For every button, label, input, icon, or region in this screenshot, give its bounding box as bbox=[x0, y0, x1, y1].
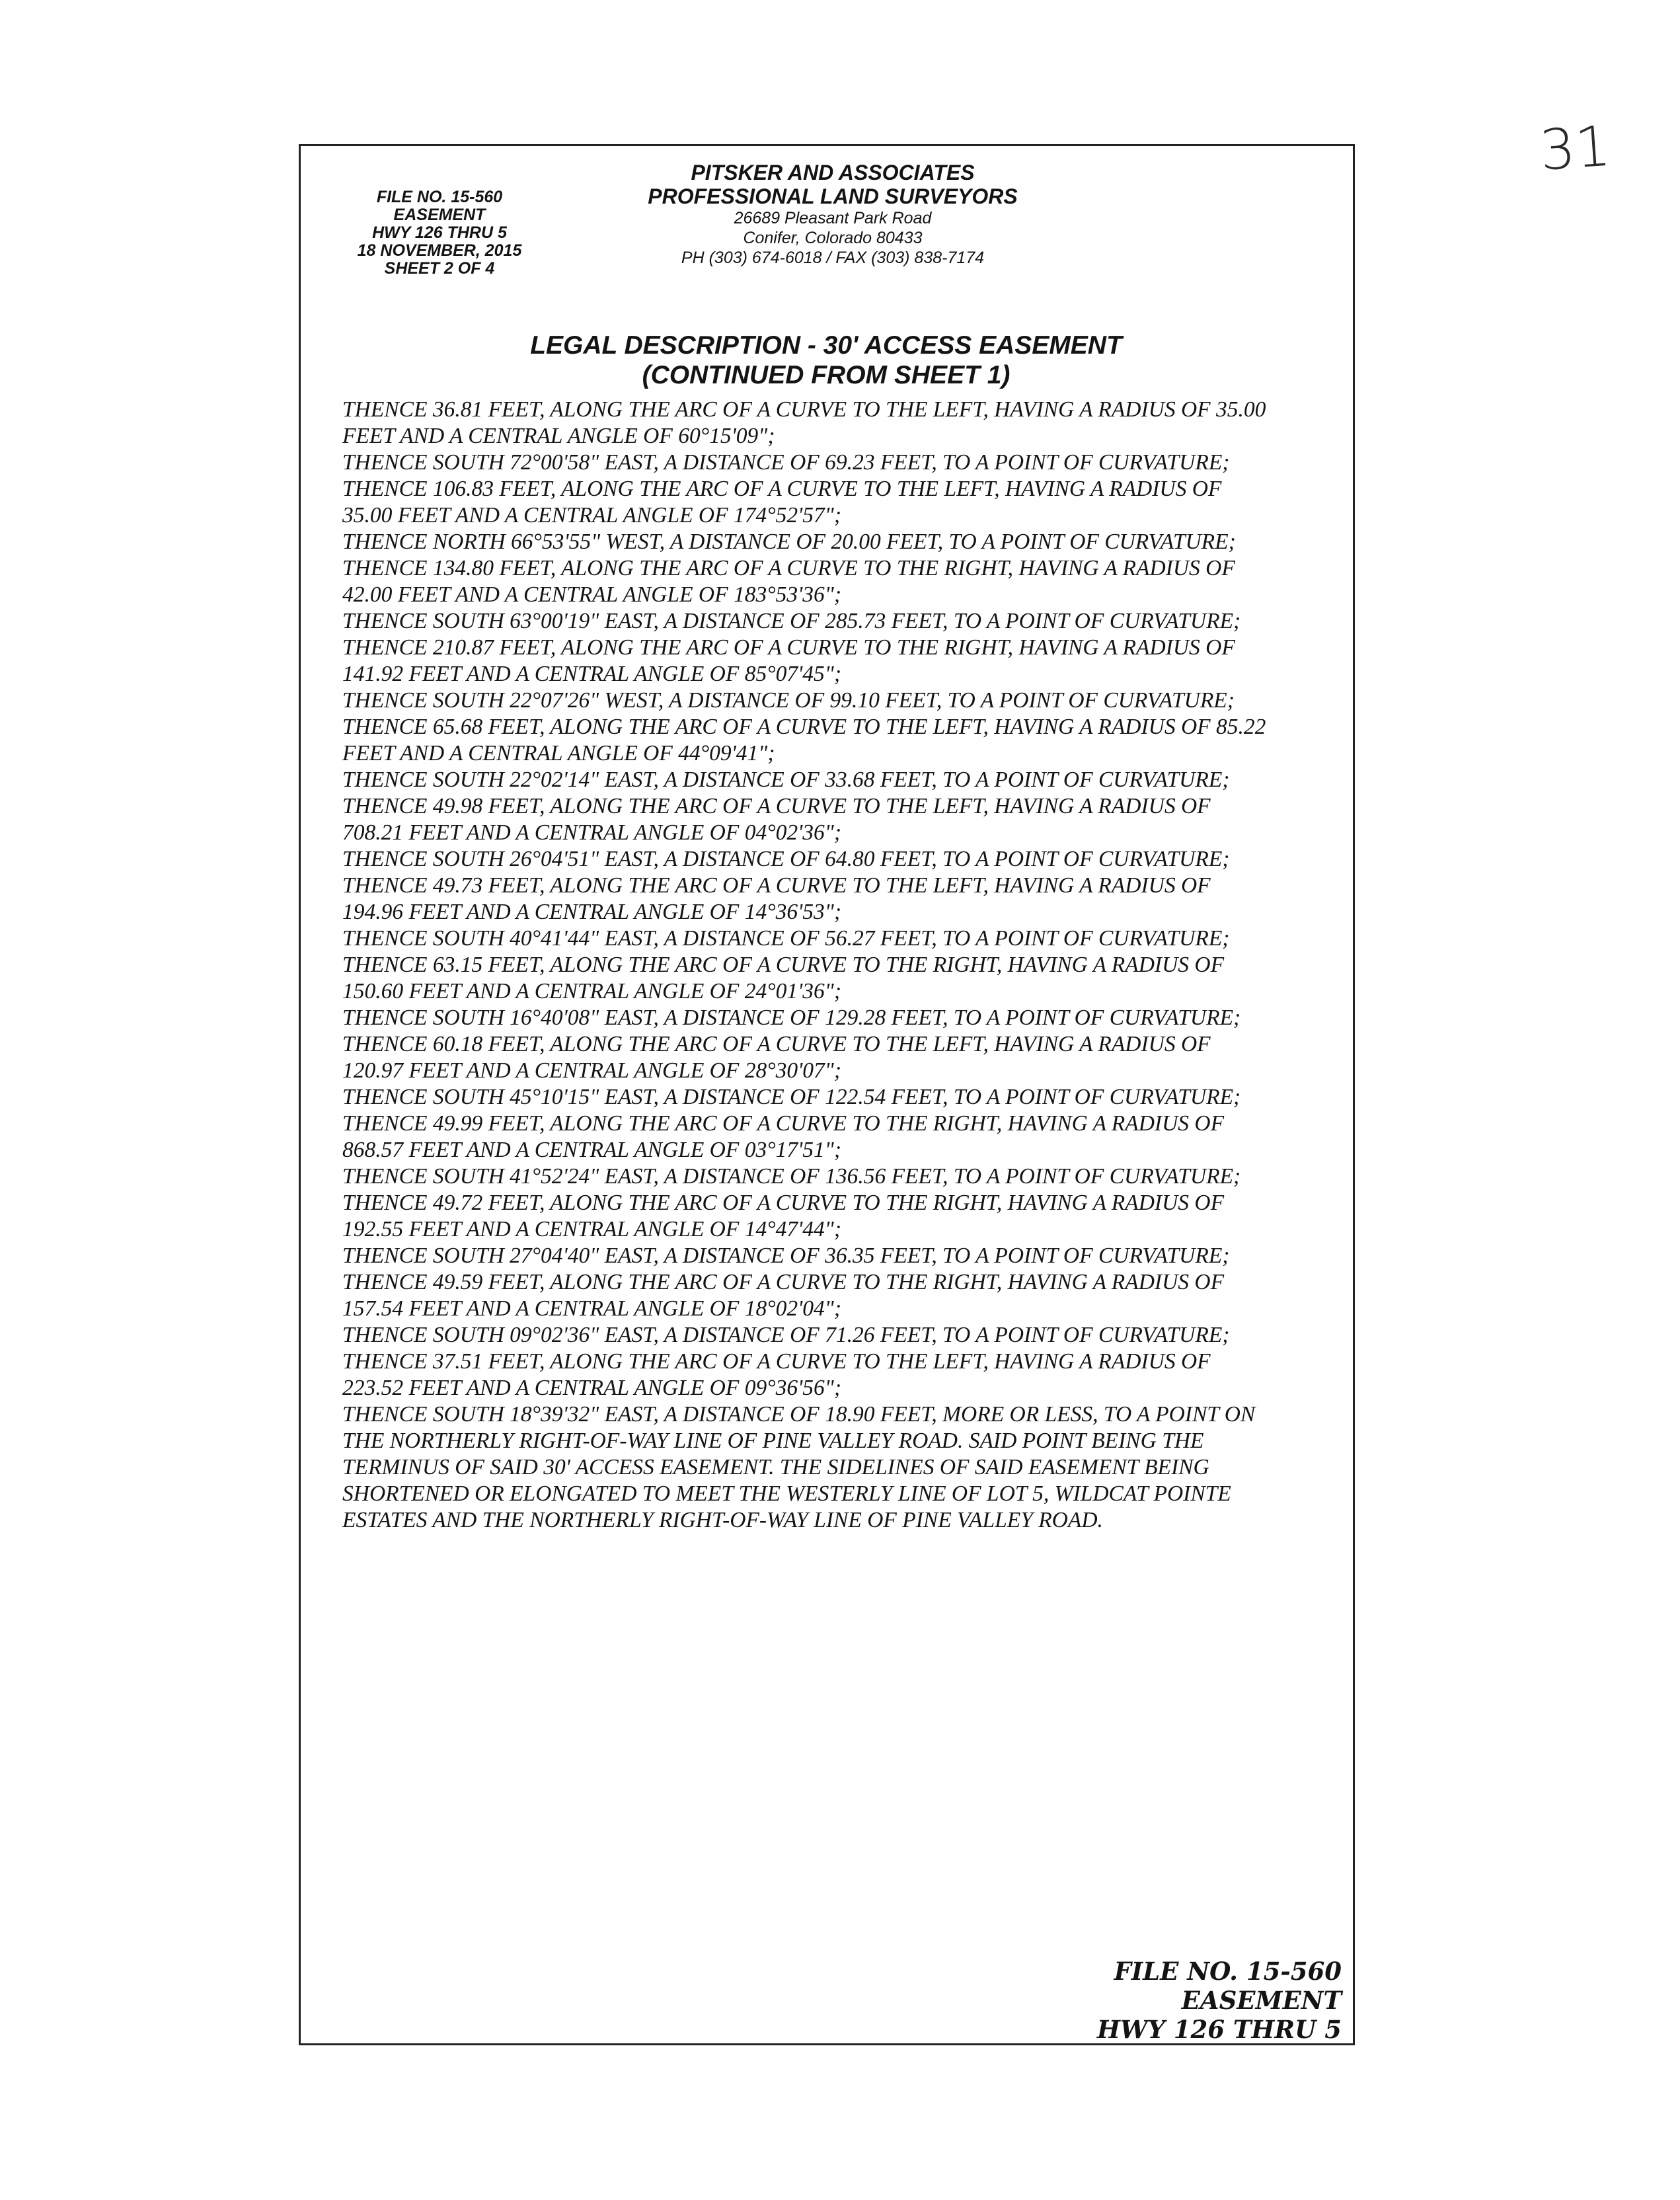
document-title bbox=[330, 331, 1322, 390]
description-line: TERMINUS OF SAID 30' ACCESS EASEMENT. THE SIDELINES OF SAID EASEMENT BEING bbox=[342, 1455, 1209, 1479]
file-info-block bbox=[330, 188, 549, 278]
company-name: PITSKER AND ASSOCIATES bbox=[691, 161, 975, 184]
description-line: THENCE SOUTH 45°10'15" EAST, A DISTANCE OF 122.54 FEET, TO A POINT OF CURVATURE; bbox=[342, 1085, 1241, 1109]
description-line: THENCE SOUTH 18°39'32" EAST, A DISTANCE OF 18.90 FEET, MORE OR LESS, TO A POINT ON bbox=[342, 1402, 1256, 1427]
file-number: FILE NO. 15-560 bbox=[376, 188, 503, 206]
description-line: 42.00 FEET AND A CENTRAL ANGLE OF 183°53'36"; bbox=[342, 582, 841, 607]
description-line: THENCE 60.18 FEET, ALONG THE ARC OF A CURVE TO THE LEFT, HAVING A RADIUS OF bbox=[342, 1032, 1211, 1056]
description-line: THENCE SOUTH 22°02'14" EAST, A DISTANCE OF 33.68 FEET, TO A POINT OF CURVATURE; bbox=[342, 767, 1230, 792]
description-line: THENCE SOUTH 26°04'51" EAST, A DISTANCE OF 64.80 FEET, TO A POINT OF CURVATURE; bbox=[342, 847, 1230, 871]
description-line: ESTATES AND THE NORTHERLY RIGHT-OF-WAY LINE OF PINE VALLEY ROAD. bbox=[342, 1508, 1103, 1532]
description-line: THENCE 49.72 FEET, ALONG THE ARC OF A CURVE TO THE RIGHT, HAVING A RADIUS OF bbox=[342, 1191, 1225, 1215]
description-line: 868.57 FEET AND A CENTRAL ANGLE OF 03°17'51"; bbox=[342, 1138, 841, 1162]
description-line: THENCE SOUTH 40°41'44" EAST, A DISTANCE OF 56.27 FEET, TO A POINT OF CURVATURE; bbox=[342, 926, 1230, 951]
description-line: FEET AND A CENTRAL ANGLE OF 44°09'41"; bbox=[342, 741, 775, 766]
description-line: 194.96 FEET AND A CENTRAL ANGLE OF 14°36'53"; bbox=[342, 900, 841, 924]
description-line: THENCE 63.15 FEET, ALONG THE ARC OF A CURVE TO THE RIGHT, HAVING A RADIUS OF bbox=[342, 953, 1225, 977]
description-line: THENCE 65.68 FEET, ALONG THE ARC OF A CURVE TO THE LEFT, HAVING A RADIUS OF 85.22 bbox=[342, 715, 1266, 739]
description-line: THENCE SOUTH 41°52'24" EAST, A DISTANCE OF 136.56 FEET, TO A POINT OF CURVATURE; bbox=[342, 1164, 1241, 1189]
description-line: THENCE 210.87 FEET, ALONG THE ARC OF A CURVE TO THE RIGHT, HAVING A RADIUS OF bbox=[342, 635, 1235, 660]
description-line: THENCE 134.80 FEET, ALONG THE ARC OF A CURVE TO THE RIGHT, HAVING A RADIUS OF bbox=[342, 556, 1235, 580]
title-line-1: LEGAL DESCRIPTION - 30' ACCESS EASEMENT bbox=[530, 331, 1122, 360]
description-line: THENCE 36.81 FEET, ALONG THE ARC OF A CURVE TO THE LEFT, HAVING A RADIUS OF 35.00 bbox=[342, 397, 1266, 422]
description-line: THENCE 106.83 FEET, ALONG THE ARC OF A CURVE TO THE LEFT, HAVING A RADIUS OF bbox=[342, 477, 1222, 501]
description-line: 150.60 FEET AND A CENTRAL ANGLE OF 24°01'36"; bbox=[342, 979, 841, 1003]
company-subtitle: PROFESSIONAL LAND SURVEYORS bbox=[648, 184, 1018, 208]
sheet-number: SHEET 2 OF 4 bbox=[384, 259, 495, 278]
title-line-2: (CONTINUED FROM SHEET 1) bbox=[642, 361, 1011, 389]
footer-location: HWY 126 THRU 5 bbox=[1096, 2015, 1342, 2044]
description-line: THENCE 49.99 FEET, ALONG THE ARC OF A CURVE TO THE RIGHT, HAVING A RADIUS OF bbox=[342, 1111, 1225, 1136]
legal-description-body bbox=[342, 397, 1334, 1534]
company-header bbox=[621, 161, 1044, 268]
footer-file-number: FILE NO. 15-560 bbox=[1114, 1957, 1342, 1986]
description-line: 157.54 FEET AND A CENTRAL ANGLE OF 18°02'04"; bbox=[342, 1296, 841, 1321]
handwritten-page-number: 31 bbox=[1537, 113, 1613, 183]
description-line: 223.52 FEET AND A CENTRAL ANGLE OF 09°36'56"; bbox=[342, 1376, 841, 1400]
description-line: 192.55 FEET AND A CENTRAL ANGLE OF 14°47'44"; bbox=[342, 1217, 841, 1241]
footer-document-type: EASEMENT bbox=[1181, 1986, 1342, 2015]
footer-file-block bbox=[1077, 1957, 1342, 2044]
description-line: THENCE SOUTH 22°07'26" WEST, A DISTANCE OF 99.10 FEET, TO A POINT OF CURVATURE; bbox=[342, 688, 1235, 713]
document-type: EASEMENT bbox=[393, 206, 486, 224]
description-line: THE NORTHERLY RIGHT-OF-WAY LINE OF PINE VALLEY ROAD. SAID POINT BEING THE bbox=[342, 1429, 1204, 1453]
description-line: 141.92 FEET AND A CENTRAL ANGLE OF 85°07'45"; bbox=[342, 662, 841, 686]
description-line: THENCE 49.59 FEET, ALONG THE ARC OF A CURVE TO THE RIGHT, HAVING A RADIUS OF bbox=[342, 1270, 1225, 1294]
company-phone: PH (303) 674-6018 / FAX (303) 838-7174 bbox=[681, 249, 985, 267]
description-line: THENCE 49.73 FEET, ALONG THE ARC OF A CURVE TO THE LEFT, HAVING A RADIUS OF bbox=[342, 873, 1211, 898]
description-line: 35.00 FEET AND A CENTRAL ANGLE OF 174°52'57"; bbox=[342, 503, 841, 528]
description-line: THENCE SOUTH 63°00'19" EAST, A DISTANCE OF 285.73 FEET, TO A POINT OF CURVATURE; bbox=[342, 609, 1241, 633]
company-address-city: Conifer, Colorado 80433 bbox=[743, 229, 923, 247]
description-line: THENCE NORTH 66°53'55" WEST, A DISTANCE OF 20.00 FEET, TO A POINT OF CURVATURE; bbox=[342, 530, 1236, 554]
location: HWY 126 THRU 5 bbox=[372, 223, 507, 242]
description-line: THENCE SOUTH 09°02'36" EAST, A DISTANCE OF 71.26 FEET, TO A POINT OF CURVATURE; bbox=[342, 1323, 1230, 1347]
description-line: THENCE 37.51 FEET, ALONG THE ARC OF A CURVE TO THE LEFT, HAVING A RADIUS OF bbox=[342, 1349, 1211, 1374]
description-line: THENCE SOUTH 27°04'40" EAST, A DISTANCE OF 36.35 FEET, TO A POINT OF CURVATURE; bbox=[342, 1243, 1230, 1268]
date: 18 NOVEMBER, 2015 bbox=[357, 241, 522, 260]
company-address-street: 26689 Pleasant Park Road bbox=[734, 209, 932, 227]
description-line: THENCE SOUTH 16°40'08" EAST, A DISTANCE OF 129.28 FEET, TO A POINT OF CURVATURE; bbox=[342, 1005, 1241, 1030]
description-line: SHORTENED OR ELONGATED TO MEET THE WESTERLY LINE OF LOT 5, WILDCAT POINTE bbox=[342, 1481, 1231, 1506]
description-line: THENCE SOUTH 72°00'58" EAST, A DISTANCE OF 69.23 FEET, TO A POINT OF CURVATURE; bbox=[342, 450, 1230, 475]
description-line: 708.21 FEET AND A CENTRAL ANGLE OF 04°02'36"; bbox=[342, 820, 841, 845]
description-line: THENCE 49.98 FEET, ALONG THE ARC OF A CURVE TO THE LEFT, HAVING A RADIUS OF bbox=[342, 794, 1211, 818]
description-line: FEET AND A CENTRAL ANGLE OF 60°15'09"; bbox=[342, 424, 775, 448]
description-line: 120.97 FEET AND A CENTRAL ANGLE OF 28°30'07"; bbox=[342, 1058, 841, 1083]
